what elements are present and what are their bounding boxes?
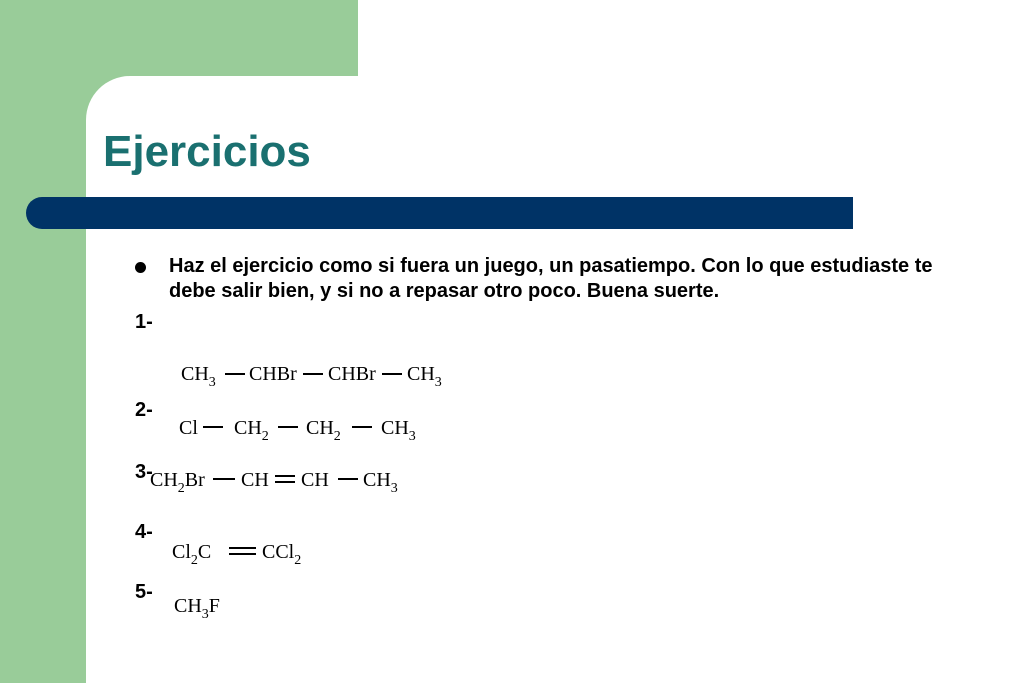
formula-1-group-3: CHBr	[328, 363, 376, 385]
formula-1	[181, 362, 461, 392]
formula-4-group-1: $Cl_2C$	[172, 541, 212, 568]
formula-1-bond-2	[303, 373, 323, 375]
formula-1-group-1: $CH_3$	[181, 363, 216, 390]
formula-4-group-2: CCl$_2$	[262, 541, 302, 568]
formula-3-group-4: $CH_3$	[363, 469, 398, 496]
exercise-number-4: 4-	[135, 521, 153, 543]
formula-4-bond-1-double	[229, 547, 256, 555]
formula-1-group-2: CHBr	[249, 363, 297, 385]
formula-3-bond-3	[338, 478, 358, 480]
formula-1-group-4: $CH_3$	[407, 363, 442, 390]
exercise-number-2: 2-	[135, 399, 153, 421]
formula-2	[179, 416, 439, 446]
formula-2-bond-1	[203, 426, 223, 428]
formula-3-group-2: CH	[241, 469, 269, 491]
formula-1-bond-1	[225, 373, 245, 375]
exercise-number-3: 3-	[135, 461, 153, 483]
formula-5	[174, 594, 254, 624]
instruction-text: Haz el ejercicio como si fuera un juego, un pasatiempo. Con lo que estudiaste te debe salir bien, y si no a repasar otro poco. Buena suerte.	[169, 255, 933, 302]
formula-4	[172, 540, 332, 570]
formula-3	[150, 468, 410, 498]
title-underline-bar	[26, 197, 853, 229]
formula-2-group-1: Cl	[179, 417, 198, 439]
exercise-number-5: 5-	[135, 581, 153, 603]
formula-3-bond-2-double	[275, 475, 295, 483]
formula-2-bond-2	[278, 426, 298, 428]
formula-3-bond-1	[213, 478, 235, 480]
formula-1-bond-3	[382, 373, 402, 375]
formula-2-bond-3	[352, 426, 372, 428]
formula-2-group-4: $CH_3$	[381, 417, 416, 444]
formula-3-group-3: CH	[301, 469, 329, 491]
formula-2-group-3: $CH_2$	[306, 417, 341, 444]
slide-title: Ejercicios	[103, 127, 311, 176]
exercise-number-1: 1-	[135, 311, 153, 333]
formula-5-group-1: $CH_3F$	[174, 595, 220, 622]
formula-3-group-1: $CH_2Br$	[150, 469, 205, 496]
formula-2-group-2: $CH_2$	[234, 417, 269, 444]
bullet-dot-icon	[135, 262, 146, 273]
